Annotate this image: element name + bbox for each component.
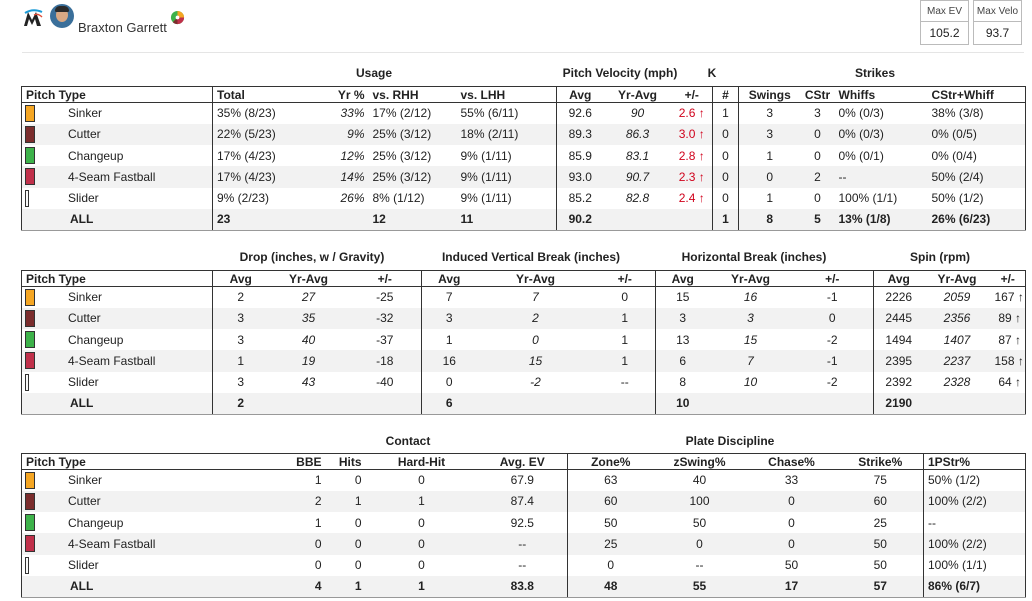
table-row: Cutter 22% (5/23) 9% 25% (3/12) 18% (2/11) 89.3 86.3 3.0 ↑ 0 3 0 0% (0/3) 0% (0/5) (22, 124, 1026, 145)
col-avg-ev[interactable]: Avg. EV (478, 454, 568, 470)
col-velo-avg[interactable]: Avg (557, 87, 604, 103)
col-velo-delta[interactable]: +/- (672, 87, 713, 103)
table-total-row: ALL 4 1 1 83.8 48 55 17 57 86% (6/7) (22, 576, 1026, 597)
pitch-color-swatch (25, 374, 29, 391)
table-row: Cutter 2 1 1 87.4 60 100 0 60 100% (2/2) (22, 491, 1026, 512)
pitch-color-swatch (25, 310, 35, 327)
pitch-type-cell: Cutter (22, 308, 213, 329)
pitch-color-swatch (25, 535, 35, 552)
contact-discipline-table (21, 453, 1026, 598)
player-avatar (50, 4, 74, 28)
pitch-color-swatch (25, 331, 35, 348)
table-row: Slider 3 43 -40 0 -2 -- 8 10 -2 2392 2328 64 ↑ (22, 372, 1026, 393)
table-row: 4-Seam Fastball 0 0 0 -- 25 0 0 50 100% (2/2) (22, 533, 1026, 554)
pitch-type-cell: Sinker (22, 470, 213, 491)
player-name: Braxton Garrett (78, 20, 167, 35)
movement-table (21, 270, 1026, 415)
pitch-color-swatch (25, 147, 35, 164)
col-cstr[interactable]: CStr (801, 87, 835, 103)
group-usage: Usage (355, 66, 393, 80)
col-yr-pct[interactable]: Yr % (300, 87, 369, 103)
pitch-color-swatch (25, 472, 35, 489)
max-velo-box (973, 0, 1022, 45)
pitch-color-swatch (25, 557, 29, 574)
col-pitch-type[interactable]: Pitch Type (22, 271, 213, 287)
col-zswing-pct[interactable]: zSwing% (654, 454, 746, 470)
col-whiffs[interactable]: Whiffs (835, 87, 928, 103)
table-row: Cutter 3 35 -32 3 2 1 3 3 0 2445 2356 89 ↑ (22, 308, 1026, 329)
pitch-color-swatch (25, 493, 35, 510)
table-row: 4-Seam Fastball 1 19 -18 16 15 1 6 7 -1 2395 2237 158 ↑ (22, 350, 1026, 371)
table-row: 4-Seam Fastball 17% (4/23) 14% 25% (3/12) 9% (1/11) 93.0 90.7 2.3 ↑ 0 0 2 -- 50% (2/4) (22, 166, 1026, 187)
col-ivb-delta[interactable]: +/- (595, 271, 656, 287)
table-row: Changeup 17% (4/23) 12% 25% (3/12) 9% (1/11) 85.9 83.1 2.8 ↑ 0 1 0 0% (0/1) 0% (0/4) (22, 145, 1026, 166)
col-drop-delta[interactable]: +/- (349, 271, 422, 287)
col-spin-avg[interactable]: Avg (874, 271, 924, 287)
group-strikes: Strikes (854, 66, 896, 80)
max-velo-value: 93.7 (985, 26, 1010, 40)
group-plate-discipline: Plate Discipline (685, 434, 775, 448)
pitch-type-cell: 4-Seam Fastball (22, 166, 213, 187)
col-vs-lhh[interactable]: vs. LHH (457, 87, 557, 103)
col-drop-yr-avg[interactable]: Yr-Avg (269, 271, 349, 287)
col-velo-yr-avg[interactable]: Yr-Avg (604, 87, 672, 103)
pitch-color-swatch (25, 126, 35, 143)
col-cstr-whiff[interactable]: CStr+Whiff (928, 87, 1026, 103)
col-drop-avg[interactable]: Avg (213, 271, 269, 287)
pitch-type-cell: Slider (22, 188, 213, 209)
table-header-row (22, 87, 1026, 103)
col-hits[interactable]: Hits (326, 454, 366, 470)
pitch-type-cell: Cutter (22, 124, 213, 145)
group-velocity: Pitch Velocity (mph) (562, 66, 678, 80)
pitch-color-swatch (25, 514, 35, 531)
col-ivb-avg[interactable]: Avg (422, 271, 477, 287)
col-swings[interactable]: Swings (739, 87, 801, 103)
pitch-type-cell: Changeup (22, 145, 213, 166)
pitch-color-swatch (25, 190, 29, 207)
group-contact: Contact (385, 434, 431, 448)
col-1pstr-pct[interactable]: 1PStr% (924, 454, 1026, 470)
col-pitch-type[interactable]: Pitch Type (22, 87, 213, 103)
table-row: Sinker 2 27 -25 7 7 0 15 16 -1 2226 2059 167 ↑ (22, 287, 1026, 308)
max-ev-label: Max EV (921, 1, 968, 22)
pitch-color-swatch (25, 105, 35, 122)
col-zone-pct[interactable]: Zone% (568, 454, 654, 470)
pitch-type-cell: Changeup (22, 512, 213, 533)
pitch-type-cell: Sinker (22, 103, 213, 124)
col-pitch-type[interactable]: Pitch Type (22, 454, 213, 470)
table-header-row (22, 454, 1026, 470)
col-strike-pct[interactable]: Strike% (838, 454, 924, 470)
pitch-type-cell: Changeup (22, 329, 213, 350)
pitch-color-swatch (25, 289, 35, 306)
table-row: Changeup 1 0 0 92.5 50 50 0 25 -- (22, 512, 1026, 533)
table-total-row: ALL 23 12 11 90.2 1 8 5 13% (1/8) 26% (6/23) (22, 209, 1026, 230)
pitch-type-cell: 4-Seam Fastball (22, 533, 213, 554)
player-header (0, 0, 1032, 52)
group-spin: Spin (rpm) (910, 250, 970, 264)
table-header-row (22, 271, 1026, 287)
col-hard-hit[interactable]: Hard-Hit (366, 454, 478, 470)
pitch-type-cell: Cutter (22, 491, 213, 512)
col-total[interactable]: Total (213, 87, 300, 103)
pitch-type-cell: Sinker (22, 287, 213, 308)
table-row: Sinker 35% (8/23) 33% 17% (2/12) 55% (6/11) 92.6 90 2.6 ↑ 1 3 3 0% (0/3) 38% (3/8) (22, 103, 1026, 124)
table-total-row: ALL 2 6 10 2190 (22, 393, 1026, 414)
pitch-color-swatch (25, 168, 35, 185)
pitch-type-cell: Slider (22, 555, 213, 576)
group-hb: Horizontal Break (inches) (681, 250, 827, 264)
col-hb-delta[interactable]: +/- (792, 271, 874, 287)
pitch-color-swatch (25, 352, 35, 369)
table-row: Changeup 3 40 -37 1 0 1 13 15 -2 1494 1407 87 ↑ (22, 329, 1026, 350)
pitch-type-cell: 4-Seam Fastball (22, 350, 213, 371)
col-ivb-yr-avg[interactable]: Yr-Avg (477, 271, 595, 287)
team-logo-icon (22, 7, 44, 29)
max-ev-box (920, 0, 969, 45)
table-row: Slider 0 0 0 -- 0 -- 50 50 100% (1/1) (22, 555, 1026, 576)
max-ev-value: 105.2 (929, 26, 960, 40)
group-drop: Drop (inches, w / Gravity) (239, 250, 385, 264)
col-vs-rhh[interactable]: vs. RHH (369, 87, 457, 103)
col-spin-yr-avg[interactable]: Yr-Avg (924, 271, 991, 287)
col-chase-pct[interactable]: Chase% (746, 454, 838, 470)
col-hb-yr-avg[interactable]: Yr-Avg (710, 271, 792, 287)
pitch-type-cell: Slider (22, 372, 213, 393)
table-row: Sinker 1 0 0 67.9 63 40 33 75 50% (1/2) (22, 470, 1026, 491)
table-row: Slider 9% (2/23) 26% 8% (1/12) 9% (1/11) 85.2 82.8 2.4 ↑ 0 1 0 100% (1/1) 50% (1/2) (22, 188, 1026, 209)
group-k: K (707, 66, 717, 80)
col-k-count[interactable]: # (713, 87, 739, 103)
col-spin-delta[interactable]: +/- (991, 271, 1026, 287)
usage-velocity-table (21, 86, 1026, 231)
max-velo-label: Max Velo (974, 1, 1021, 22)
pitch-mix-icon[interactable] (170, 10, 185, 25)
header-divider (22, 52, 1024, 53)
group-ivb: Induced Vertical Break (inches) (441, 250, 621, 264)
col-hb-avg[interactable]: Avg (656, 271, 710, 287)
col-bbe[interactable]: BBE (213, 454, 326, 470)
